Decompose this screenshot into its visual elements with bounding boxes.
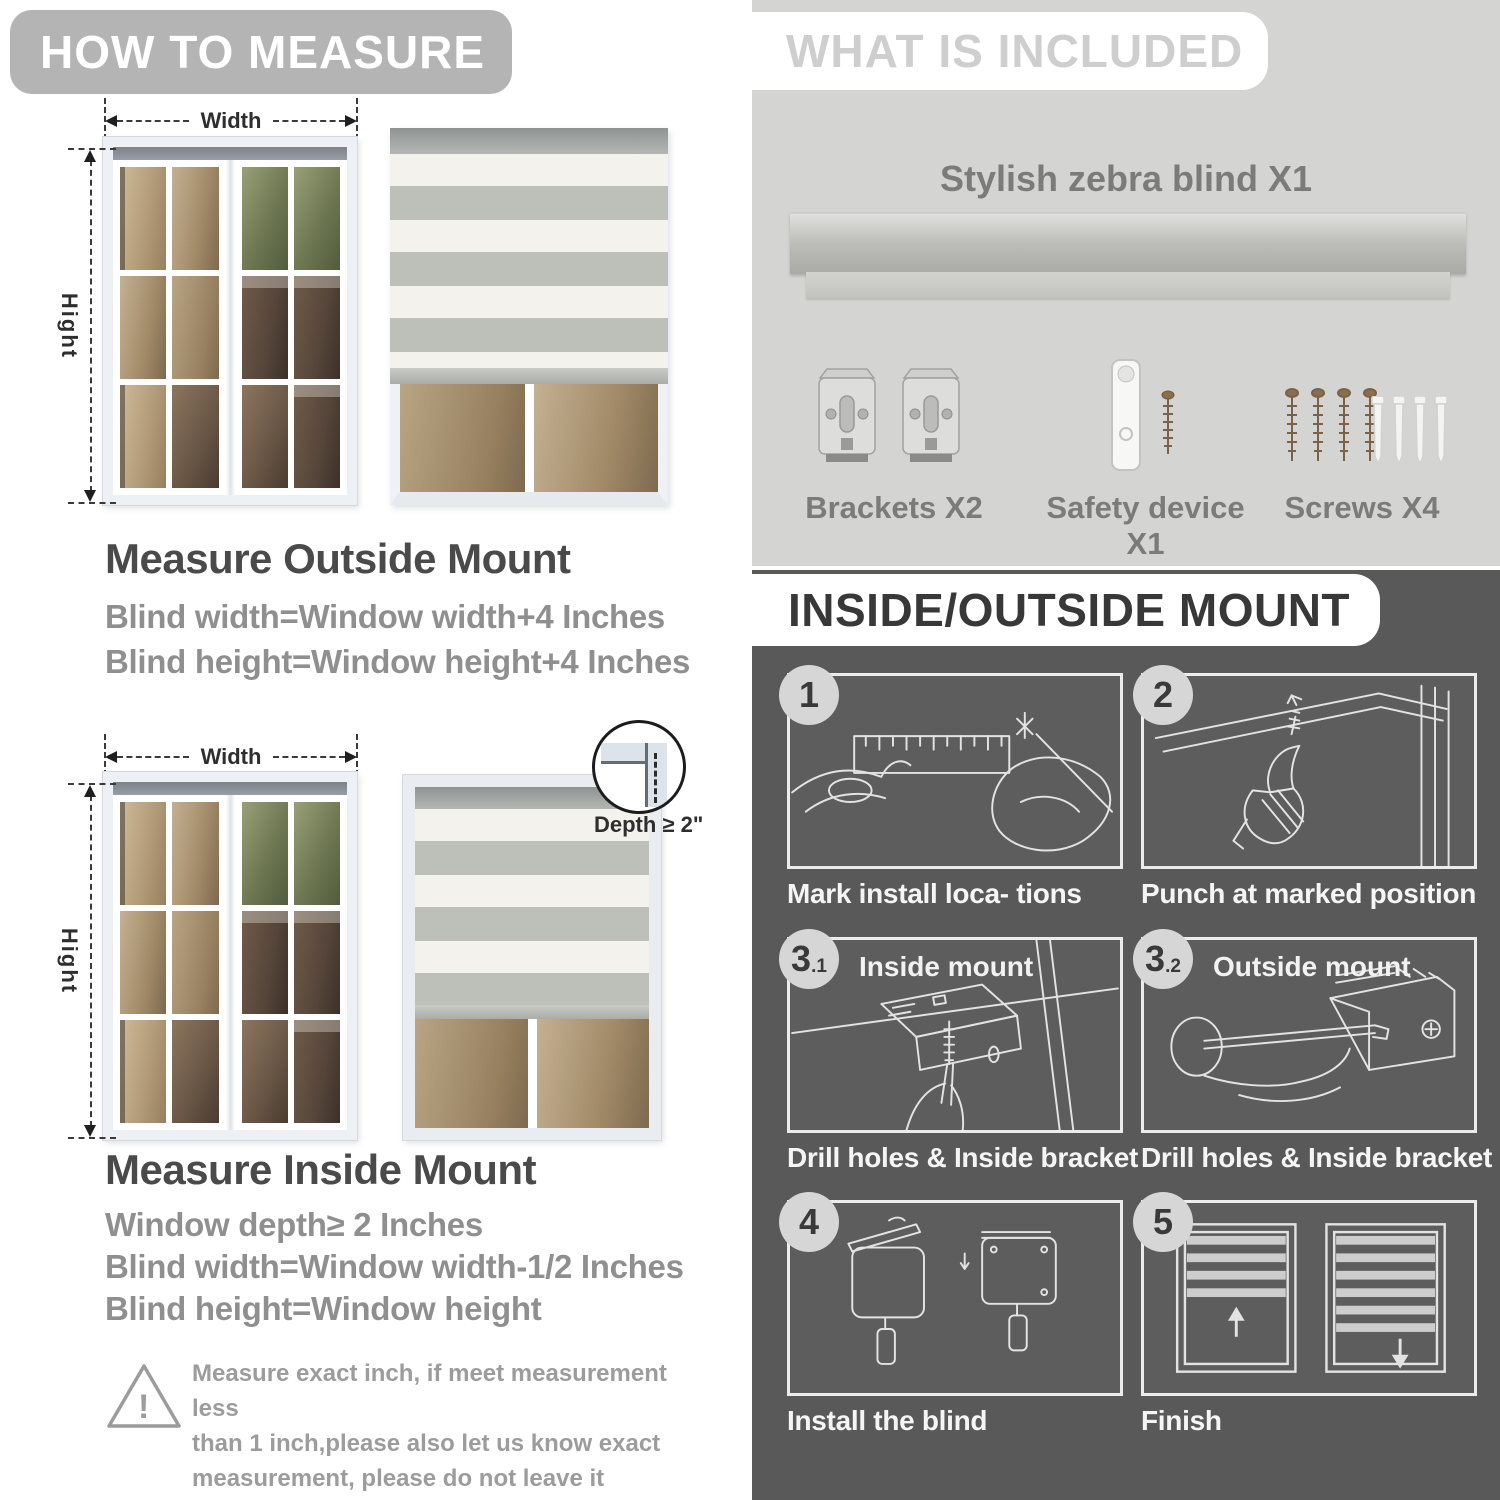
depth-detail-magnifier	[592, 720, 686, 814]
step5-illustration	[1144, 1203, 1474, 1393]
screw-icon	[1160, 390, 1176, 460]
step2-badge: 2	[1133, 665, 1193, 725]
window-photo-outside	[103, 137, 357, 505]
step3-2-caption: Drill holes & Inside bracket	[1141, 1142, 1493, 1173]
step1-illustration	[790, 676, 1120, 866]
inside-outside-mount-header: INSIDE/OUTSIDE MOUNT	[752, 574, 1380, 646]
wall-anchors-illustration	[1368, 396, 1452, 466]
safety-device-illustration	[1108, 358, 1144, 472]
outside-rule-width: Blind width=Window width+4 Inches	[105, 598, 665, 635]
depth-dashed-line	[654, 753, 657, 803]
step2-illustration	[1144, 676, 1474, 866]
safety-device-label: Safety device X1	[1046, 490, 1245, 561]
window-mullion	[226, 160, 235, 495]
outside-rule-height: Blind height=Window height+4 Inches	[105, 643, 691, 680]
step1-caption: Mark install loca- tions	[787, 878, 1082, 909]
inside-rule-height: Blind height=Window height	[105, 1290, 542, 1327]
width-arrow-outside	[105, 108, 357, 134]
height-arrow-inside	[57, 783, 120, 1139]
window-mullion	[226, 795, 235, 1130]
window-head-track	[113, 782, 347, 795]
step3-2-badge: 3 .2	[1133, 929, 1193, 989]
zebra-blind-outside-illustration	[390, 128, 668, 505]
window-head-track	[113, 147, 347, 160]
arrowhead-down-icon	[84, 1125, 96, 1137]
window-lower-portion	[415, 1019, 649, 1128]
width-label: Width	[200, 108, 262, 133]
arrowhead-left-icon	[105, 751, 117, 763]
what-is-included-header: WHAT IS INCLUDED	[752, 12, 1268, 90]
step4-illustration	[790, 1203, 1120, 1393]
window-door-right	[235, 160, 348, 495]
step4-caption: Install the blind	[787, 1405, 988, 1436]
step5-badge: 5	[1133, 1192, 1193, 1252]
blind-fabric	[415, 809, 649, 1005]
warning-exclamation: !	[138, 1388, 150, 1426]
depth-label: Depth ≥ 2"	[594, 812, 704, 837]
step4-badge: 4	[779, 1192, 839, 1252]
blind-bottom-rail	[415, 1005, 649, 1019]
width-arrow-inside	[105, 744, 357, 770]
screws-label: Screws X4	[1284, 490, 1440, 525]
brackets-label: Brackets X2	[805, 490, 983, 525]
arrowhead-down-icon	[84, 490, 96, 502]
measure-outside-title: Measure Outside Mount	[105, 535, 571, 582]
inside-rule-width: Blind width=Window width-1/2 Inches	[105, 1248, 684, 1285]
step3-1-badge: 3 .1	[779, 929, 839, 989]
measure-inside-title: Measure Inside Mount	[105, 1146, 537, 1193]
bracket-illustration	[898, 366, 964, 466]
window-door-left	[113, 795, 226, 1130]
arrowhead-left-icon	[105, 115, 117, 127]
step1-badge: 1	[779, 665, 839, 725]
inside-rule-depth: Window depth≥ 2 Inches	[105, 1206, 483, 1243]
step5-caption: Finish	[1141, 1405, 1222, 1436]
step3-1-label: Inside mount	[859, 951, 1034, 982]
blind-cassette	[390, 128, 668, 154]
step2-caption: Punch at marked position	[1141, 878, 1477, 909]
blind-fabric	[390, 154, 668, 368]
step3-2-label: Outside mount	[1213, 951, 1411, 982]
blind-valance-illustration	[806, 272, 1450, 298]
height-label: Hight	[57, 927, 82, 995]
bracket-illustration	[814, 366, 880, 466]
step3-1-caption: Drill holes & Inside bracket	[787, 1142, 1139, 1173]
window-photo-inside	[103, 772, 357, 1140]
window-door-right	[235, 795, 348, 1130]
blind-bottom-rail	[390, 368, 668, 384]
how-to-measure-header: HOW TO MEASURE	[10, 10, 512, 94]
arrowhead-up-icon	[84, 150, 96, 162]
height-label: Hight	[57, 292, 82, 360]
window-lower-portion	[390, 384, 668, 505]
window-door-left	[113, 160, 226, 495]
warning-text: Measure exact inch, if meet measurement less than 1 inch,please also let us know exact measurement, please do not leave it	[192, 1360, 667, 1492]
blind-headrail-illustration	[790, 212, 1466, 274]
arrowhead-up-icon	[84, 785, 96, 797]
height-arrow-outside	[57, 148, 120, 504]
width-label: Width	[200, 744, 262, 769]
blind-item-label: Stylish zebra blind X1	[939, 158, 1313, 199]
